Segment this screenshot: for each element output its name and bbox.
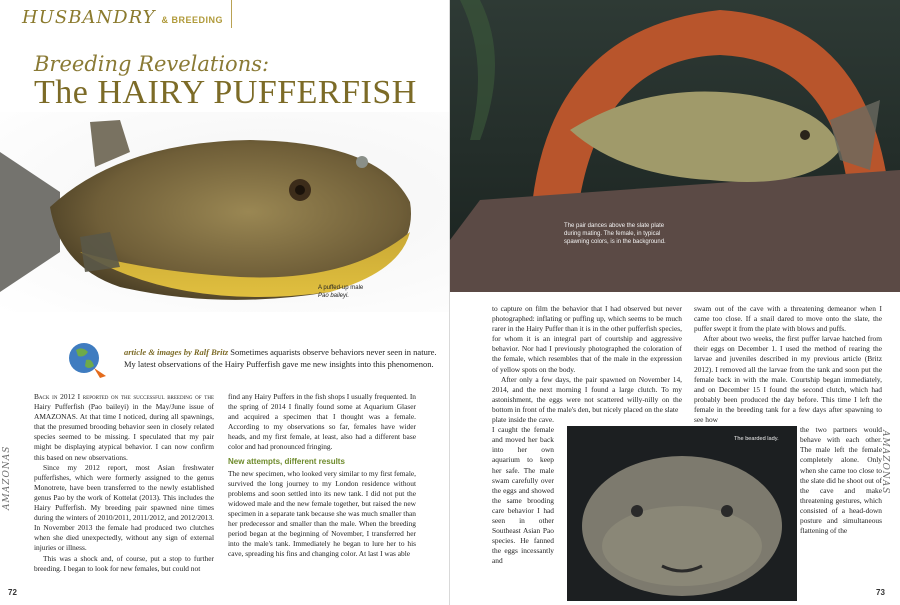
byline-author: article & images by Ralf Britz bbox=[124, 347, 229, 357]
section-header bbox=[22, 0, 232, 28]
paragraph: the two partners would behave with each other. The male left the female completely alone. Only when she came too close to the slate did he shoot out of the cave and make threatening gestures, which consisted of a head-down posture and simultaneous flattening of the bbox=[800, 425, 882, 536]
globe-icon bbox=[66, 340, 110, 380]
pufferfish-photo bbox=[0, 112, 450, 312]
paragraph: After only a few days, the pair spawned on November 14, 2014, and the next morning I found a large clutch. To my astonishment, the eggs were not scattered willy-nilly on the bottom in front of the male's den, but nicely placed on the slate bbox=[492, 374, 682, 414]
paragraph: plate inside the cave. I caught the female and moved her back into her own aquarium to keep her safe. The male swam carefully over the eggs and showed the same brooding care behavior I had seen in other Southeast Asian Pao species. He fanned the eggs incessantly and bbox=[492, 415, 554, 566]
paragraph: find any Hairy Puffers in the fish shops I usually frequented. In the spring of 2014 I finally found some at Aquarium Glaser and acquired a specimen that I thought was a female. According to my observations so far, females have wider heads, and my first female, at least, also had a different base color and had pronounced fringing. bbox=[228, 392, 416, 452]
page-number: 73 bbox=[876, 588, 885, 597]
magazine-name-vertical: AMAZONAS bbox=[2, 445, 12, 510]
article-headline: The HAIRY PUFFERFISH bbox=[34, 74, 417, 111]
paragraph: After about two weeks, the first puffer larvae hatched from their eggs on December 1. I used the method of rearing the larvae and juveniles described in my previous article (Britz 2012). I removed all the larvae from the tank and soon put the female back in with the male. Courtship began immediately, and on December 15 I found the second clutch, which had probably been produced the day before. This time I left the female in the breeding tank for a few days after spawning to see how bbox=[694, 334, 882, 425]
caption-line: A puffed-up male bbox=[318, 285, 364, 291]
page-number: 72 bbox=[8, 588, 17, 597]
paragraph: swam out of the cave with a threatening demeanor when I came too close. If a snail dared to move onto the slate, the puffer swept it from the plate with blows and puffs. bbox=[694, 304, 882, 334]
caption-line: during mating. The female, in typical bbox=[564, 231, 661, 237]
byline bbox=[124, 346, 440, 370]
article-kicker: Breeding Revelations: bbox=[34, 52, 270, 76]
caption-line: Pao baileyi. bbox=[318, 293, 350, 299]
magazine-name-vertical: AMAZONAS bbox=[880, 430, 890, 495]
paragraph: Since my 2012 report, most Asian freshwater pufferfishes, which were formerly assigned to the genus Monotrete, have been transferred to the newly established genus Pao by the work of Kottelat (2013). This includes the Hairy Pufferfish. My breeding pair spawned nine times during the winters of 2010/2011, 2011/2012, and 2012/2013. In November 2013 the female had produced two clutches when she died unexpectedly, without any sign of external injuries or illness. bbox=[34, 462, 214, 553]
fish-photo-caption bbox=[318, 284, 363, 300]
lead-in: Back in 2012 I reported on the successful breeding of the bbox=[34, 392, 214, 401]
section-subhead: New attempts, different results bbox=[228, 456, 345, 466]
paragraph: to capture on film the behavior that I had observed but never photographed: inflating or puffing up, which seems to be much rarer in the Hairy Puffer than it is in the other pufferfish species, for whom it is an integral part of courtship and aggressive behavior. Nor had I previously photographed the coloration of the female, which resembles that of the male in the expression of yellow spots on the body. bbox=[492, 304, 682, 374]
paragraph: The new specimen, who looked very similar to my first female, survived the long journey to my London residence without problems and soon settled into its new tank. I did not put the widowed male and the new female together, but raised the new specimen in a separate tank because she was much smaller than her predecessor and smaller than the male. When the breeding period began at the beginning of November, I transferred her into the male's tank. Immediately he began to lure her to his cave, spreading his fins and changing color. At last I was able bbox=[228, 468, 416, 559]
face-photo-caption: The bearded lady. bbox=[734, 436, 779, 442]
breeding-pair-photo bbox=[450, 0, 900, 292]
paragraph: Hairy Pufferfish (Pao baileyi) in the May/June issue of AMAZONAS. At that time I noticed, during all spawnings, that the presumed brooding behavior seen in closely related species seemed to be missing. I speculated that my pair might be displaying atypical behavior. I can now confirm this based on new observations. bbox=[34, 402, 214, 462]
caption-line: The pair dances above the slate plate bbox=[564, 223, 665, 229]
text-column-1 bbox=[34, 392, 214, 574]
right-page bbox=[450, 0, 900, 605]
bearded-female-photo bbox=[567, 426, 797, 601]
byline-intro: Sometimes aquarists observe behaviors never seen in nature. My latest observations of the Hairy Pufferfish gave me new insights into this phenomenon. bbox=[124, 347, 437, 369]
paragraph: This was a shock and, of course, put a stop to further breeding. I began to look for new females, but could not bbox=[34, 553, 214, 573]
tank-photo-caption bbox=[564, 222, 666, 246]
text-column-2 bbox=[228, 392, 416, 560]
section-subtitle: & BREEDING bbox=[161, 15, 224, 25]
section-title: HUSBANDRY bbox=[22, 7, 156, 28]
caption-line: spawning colors, is in the background. bbox=[564, 239, 666, 245]
